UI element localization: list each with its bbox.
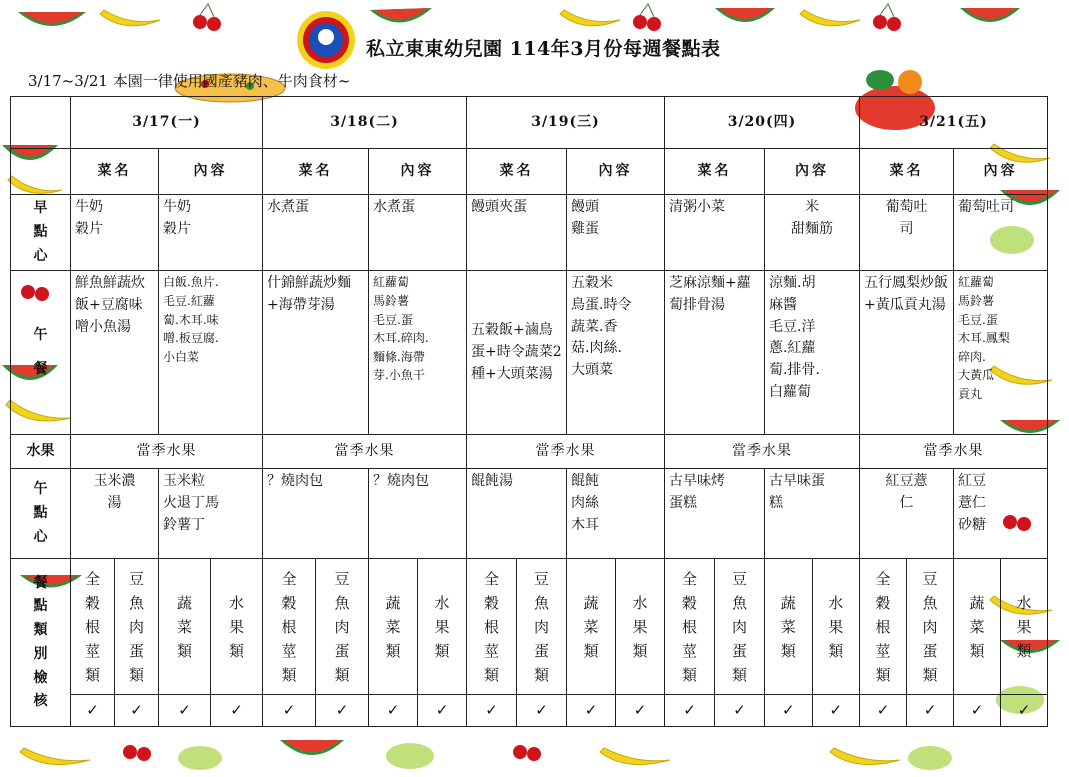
check-cell bbox=[159, 695, 263, 727]
dish-header: 菜名 bbox=[665, 149, 765, 195]
banana-icon bbox=[20, 748, 90, 765]
food-category-label: 全穀根莖類 bbox=[281, 569, 297, 684]
checkmark-icon: ✓ bbox=[485, 701, 498, 720]
lunch-dish: 五行鳳梨炒飯+黃瓜貢丸湯 bbox=[860, 271, 954, 435]
lunch-dish: 五穀飯+滷鳥蛋+時令蔬菜2種+大頭菜湯 bbox=[467, 271, 567, 435]
dish-header: 菜名 bbox=[263, 149, 369, 195]
food-category-label: 蔬菜類 bbox=[780, 593, 796, 660]
check-cell bbox=[467, 695, 567, 727]
food-category-label: 豆魚肉蛋類 bbox=[534, 569, 550, 684]
leaf-icon bbox=[908, 746, 952, 770]
content-header: 內容 bbox=[369, 149, 467, 195]
checkmark-icon: ✓ bbox=[829, 701, 843, 720]
breakfast-dish: 牛奶 穀片 bbox=[71, 195, 159, 271]
category-cell bbox=[567, 559, 665, 695]
meat-source-notice: 3/17~3/21 本園一律使用國產豬肉、牛肉食材~ bbox=[28, 72, 351, 90]
school-logo bbox=[296, 10, 356, 70]
category-cell bbox=[665, 559, 765, 695]
category-cell bbox=[860, 559, 954, 695]
checkmark-icon: ✓ bbox=[130, 701, 143, 720]
check-cell bbox=[765, 695, 860, 727]
day-date: 3/17(一) bbox=[71, 97, 263, 149]
checkmark-icon: ✓ bbox=[970, 701, 984, 720]
food-category-label: 水果類 bbox=[828, 593, 844, 660]
check-cell bbox=[263, 695, 369, 727]
snack-content: 古早味蛋 糕 bbox=[765, 469, 860, 559]
food-category-label: 蔬菜類 bbox=[177, 593, 193, 660]
breakfast-content: 葡萄吐司 bbox=[954, 195, 1048, 271]
day-date: 3/18(二) bbox=[263, 97, 467, 149]
lunch-row bbox=[11, 271, 1048, 435]
checkmark-icon: ✓ bbox=[781, 701, 795, 720]
lunch-dish: 芝麻涼麵+蘿蔔排骨湯 bbox=[665, 271, 765, 435]
row-label-fruit: 水果 bbox=[11, 435, 71, 469]
lunch-content: 白飯.魚片. 毛豆.紅蘿 蔔.木耳.味 噌.板豆腐. 小白菜 bbox=[159, 271, 263, 435]
breakfast-dish: 水煮蛋 bbox=[263, 195, 369, 271]
checkmark-icon: ✓ bbox=[282, 701, 296, 720]
breakfast-row bbox=[11, 195, 1048, 271]
food-category-label: 全穀根莖類 bbox=[85, 569, 101, 684]
checkmark-icon: ✓ bbox=[86, 701, 99, 720]
watermelon-icon bbox=[960, 8, 1020, 22]
snack-content: 餛飩 肉絲 木耳 bbox=[567, 469, 665, 559]
food-category-label: 全穀根莖類 bbox=[875, 569, 891, 684]
watermelon-icon bbox=[280, 740, 344, 755]
row-label-snack: 午點心 bbox=[11, 469, 71, 559]
snack-dish: ？燒肉包 bbox=[263, 469, 369, 559]
checkmark-icon: ✓ bbox=[335, 701, 349, 720]
snack-row bbox=[11, 469, 1048, 559]
lunch-content: 五穀米 鳥蛋.時令 蔬菜.香 菇.肉絲. 大頭菜 bbox=[567, 271, 665, 435]
breakfast-content: 水煮蛋 bbox=[369, 195, 467, 271]
food-category-label: 豆魚肉蛋類 bbox=[732, 569, 748, 684]
lunch-content: 涼麵.胡 麻醬 毛豆.洋 蔥.紅蘿 蔔.排骨. 白蘿蔔 bbox=[765, 271, 860, 435]
dish-header: 菜名 bbox=[860, 149, 954, 195]
food-category-label: 水果類 bbox=[434, 593, 450, 660]
category-cell bbox=[467, 559, 567, 695]
food-category-label: 全穀根莖類 bbox=[682, 569, 698, 684]
lunch-dish: 什錦鮮蔬炒麵+海帶芽湯 bbox=[263, 271, 369, 435]
day-date: 3/20(四) bbox=[665, 97, 860, 149]
breakfast-content: 饅頭 雞蛋 bbox=[567, 195, 665, 271]
day-date: 3/21(五) bbox=[860, 97, 1048, 149]
corner-cell bbox=[11, 97, 71, 149]
leaf-icon bbox=[386, 743, 434, 769]
snack-dish: 紅豆薏 仁 bbox=[860, 469, 954, 559]
food-category-label: 豆魚肉蛋類 bbox=[129, 569, 145, 684]
leaf-icon bbox=[178, 746, 222, 770]
checkmark-icon: ✓ bbox=[633, 701, 647, 720]
corner-cell bbox=[11, 149, 71, 195]
check-cell bbox=[954, 695, 1048, 727]
food-category-label: 蔬菜類 bbox=[583, 593, 599, 660]
watermelon-icon bbox=[18, 12, 86, 26]
fruit-row bbox=[11, 435, 1048, 469]
cherry-icon bbox=[193, 4, 221, 31]
banana-icon bbox=[800, 10, 860, 26]
snack-content: 玉米粒 火退丁馬 鈴薯丁 bbox=[159, 469, 263, 559]
cherry-icon bbox=[123, 745, 151, 761]
content-header: 內容 bbox=[159, 149, 263, 195]
checkmark-icon: ✓ bbox=[584, 701, 598, 720]
dish-header: 菜名 bbox=[467, 149, 567, 195]
page-title: 私立東東幼兒園 114年3月份每週餐點表 bbox=[366, 38, 721, 60]
food-category-label: 水果類 bbox=[632, 593, 648, 660]
category-cell bbox=[263, 559, 369, 695]
fruit-cell: 當季水果 bbox=[665, 435, 860, 469]
row-label-category: 餐點類別檢核 bbox=[11, 559, 71, 727]
category-row bbox=[11, 559, 1048, 695]
cherry-icon bbox=[633, 4, 661, 31]
lunch-dish: 鮮魚鮮蔬炊飯+豆腐味噌小魚湯 bbox=[71, 271, 159, 435]
checkmark-icon: ✓ bbox=[683, 701, 696, 720]
checkmark-icon: ✓ bbox=[535, 701, 548, 720]
row-label-breakfast: 早點心 bbox=[11, 195, 71, 271]
food-category-label: 全穀根莖類 bbox=[484, 569, 500, 684]
fruit-cell: 當季水果 bbox=[71, 435, 263, 469]
day-date: 3/19(三) bbox=[467, 97, 665, 149]
checkmark-icon: ✓ bbox=[230, 701, 243, 720]
check-cell bbox=[71, 695, 159, 727]
checkmark-icon: ✓ bbox=[876, 701, 890, 720]
snack-dish: 古早味烤 蛋糕 bbox=[665, 469, 765, 559]
food-category-label: 蔬菜類 bbox=[385, 593, 401, 660]
category-cell bbox=[71, 559, 159, 695]
watermelon-icon bbox=[715, 8, 775, 22]
food-category-label: 水果類 bbox=[229, 593, 245, 660]
breakfast-dish: 饅頭夾蛋 bbox=[467, 195, 567, 271]
column-header-row bbox=[11, 149, 1048, 195]
fruit-cell: 當季水果 bbox=[860, 435, 1048, 469]
food-category-label: 豆魚肉蛋類 bbox=[334, 569, 350, 684]
category-cell bbox=[954, 559, 1048, 695]
lunch-content: 紅蘿蔔 馬鈴薯 毛豆.蛋 木耳.鳳梨 碎肉. 大黃瓜 貢丸 bbox=[954, 271, 1048, 435]
breakfast-dish: 葡萄吐 司 bbox=[860, 195, 954, 271]
category-cell bbox=[765, 559, 860, 695]
snack-dish: 玉米濃 湯 bbox=[71, 469, 159, 559]
check-cell bbox=[369, 695, 467, 727]
weekly-meal-table bbox=[10, 96, 1048, 727]
category-cell bbox=[369, 559, 467, 695]
check-cell bbox=[860, 695, 954, 727]
category-cell bbox=[159, 559, 263, 695]
checkmark-icon: ✓ bbox=[178, 701, 191, 720]
breakfast-dish: 清粥小菜 bbox=[665, 195, 765, 271]
checkmark-icon: ✓ bbox=[1017, 701, 1031, 720]
breakfast-content: 米 甜麵筋 bbox=[765, 195, 860, 271]
date-row bbox=[11, 97, 1048, 149]
checkmark-icon: ✓ bbox=[386, 701, 400, 720]
snack-content: ？燒肉包 bbox=[369, 469, 467, 559]
snack-dish: 餛飩湯 bbox=[467, 469, 567, 559]
content-header: 內容 bbox=[765, 149, 860, 195]
check-cell bbox=[567, 695, 665, 727]
checkmark-icon: ✓ bbox=[435, 701, 449, 720]
cherry-icon bbox=[873, 4, 901, 31]
food-category-label: 蔬菜類 bbox=[969, 593, 985, 660]
banana-icon bbox=[100, 10, 160, 26]
fruit-cell: 當季水果 bbox=[263, 435, 467, 469]
snack-content: 紅豆 薏仁 砂糖 bbox=[954, 469, 1048, 559]
cherry-icon bbox=[513, 745, 541, 761]
check-cell bbox=[665, 695, 765, 727]
content-header: 內容 bbox=[567, 149, 665, 195]
checkmark-icon: ✓ bbox=[923, 701, 937, 720]
check-row bbox=[11, 695, 1048, 727]
fruit-cell: 當季水果 bbox=[467, 435, 665, 469]
breakfast-content: 牛奶 穀片 bbox=[159, 195, 263, 271]
banana-icon bbox=[600, 748, 670, 765]
lunch-content: 紅蘿蔔 馬鈴薯 毛豆.蛋 木耳.碎肉. 麵條.海帶 芽.小魚干 bbox=[369, 271, 467, 435]
food-category-label: 豆魚肉蛋類 bbox=[922, 569, 938, 684]
banana-icon bbox=[560, 10, 620, 26]
food-category-label: 水果類 bbox=[1016, 593, 1032, 660]
row-label-lunch: 午餐 bbox=[11, 271, 71, 435]
content-header: 內容 bbox=[954, 149, 1048, 195]
dish-header: 菜名 bbox=[71, 149, 159, 195]
checkmark-icon: ✓ bbox=[733, 701, 746, 720]
banana-icon bbox=[830, 748, 900, 765]
watermelon-icon bbox=[370, 8, 432, 23]
